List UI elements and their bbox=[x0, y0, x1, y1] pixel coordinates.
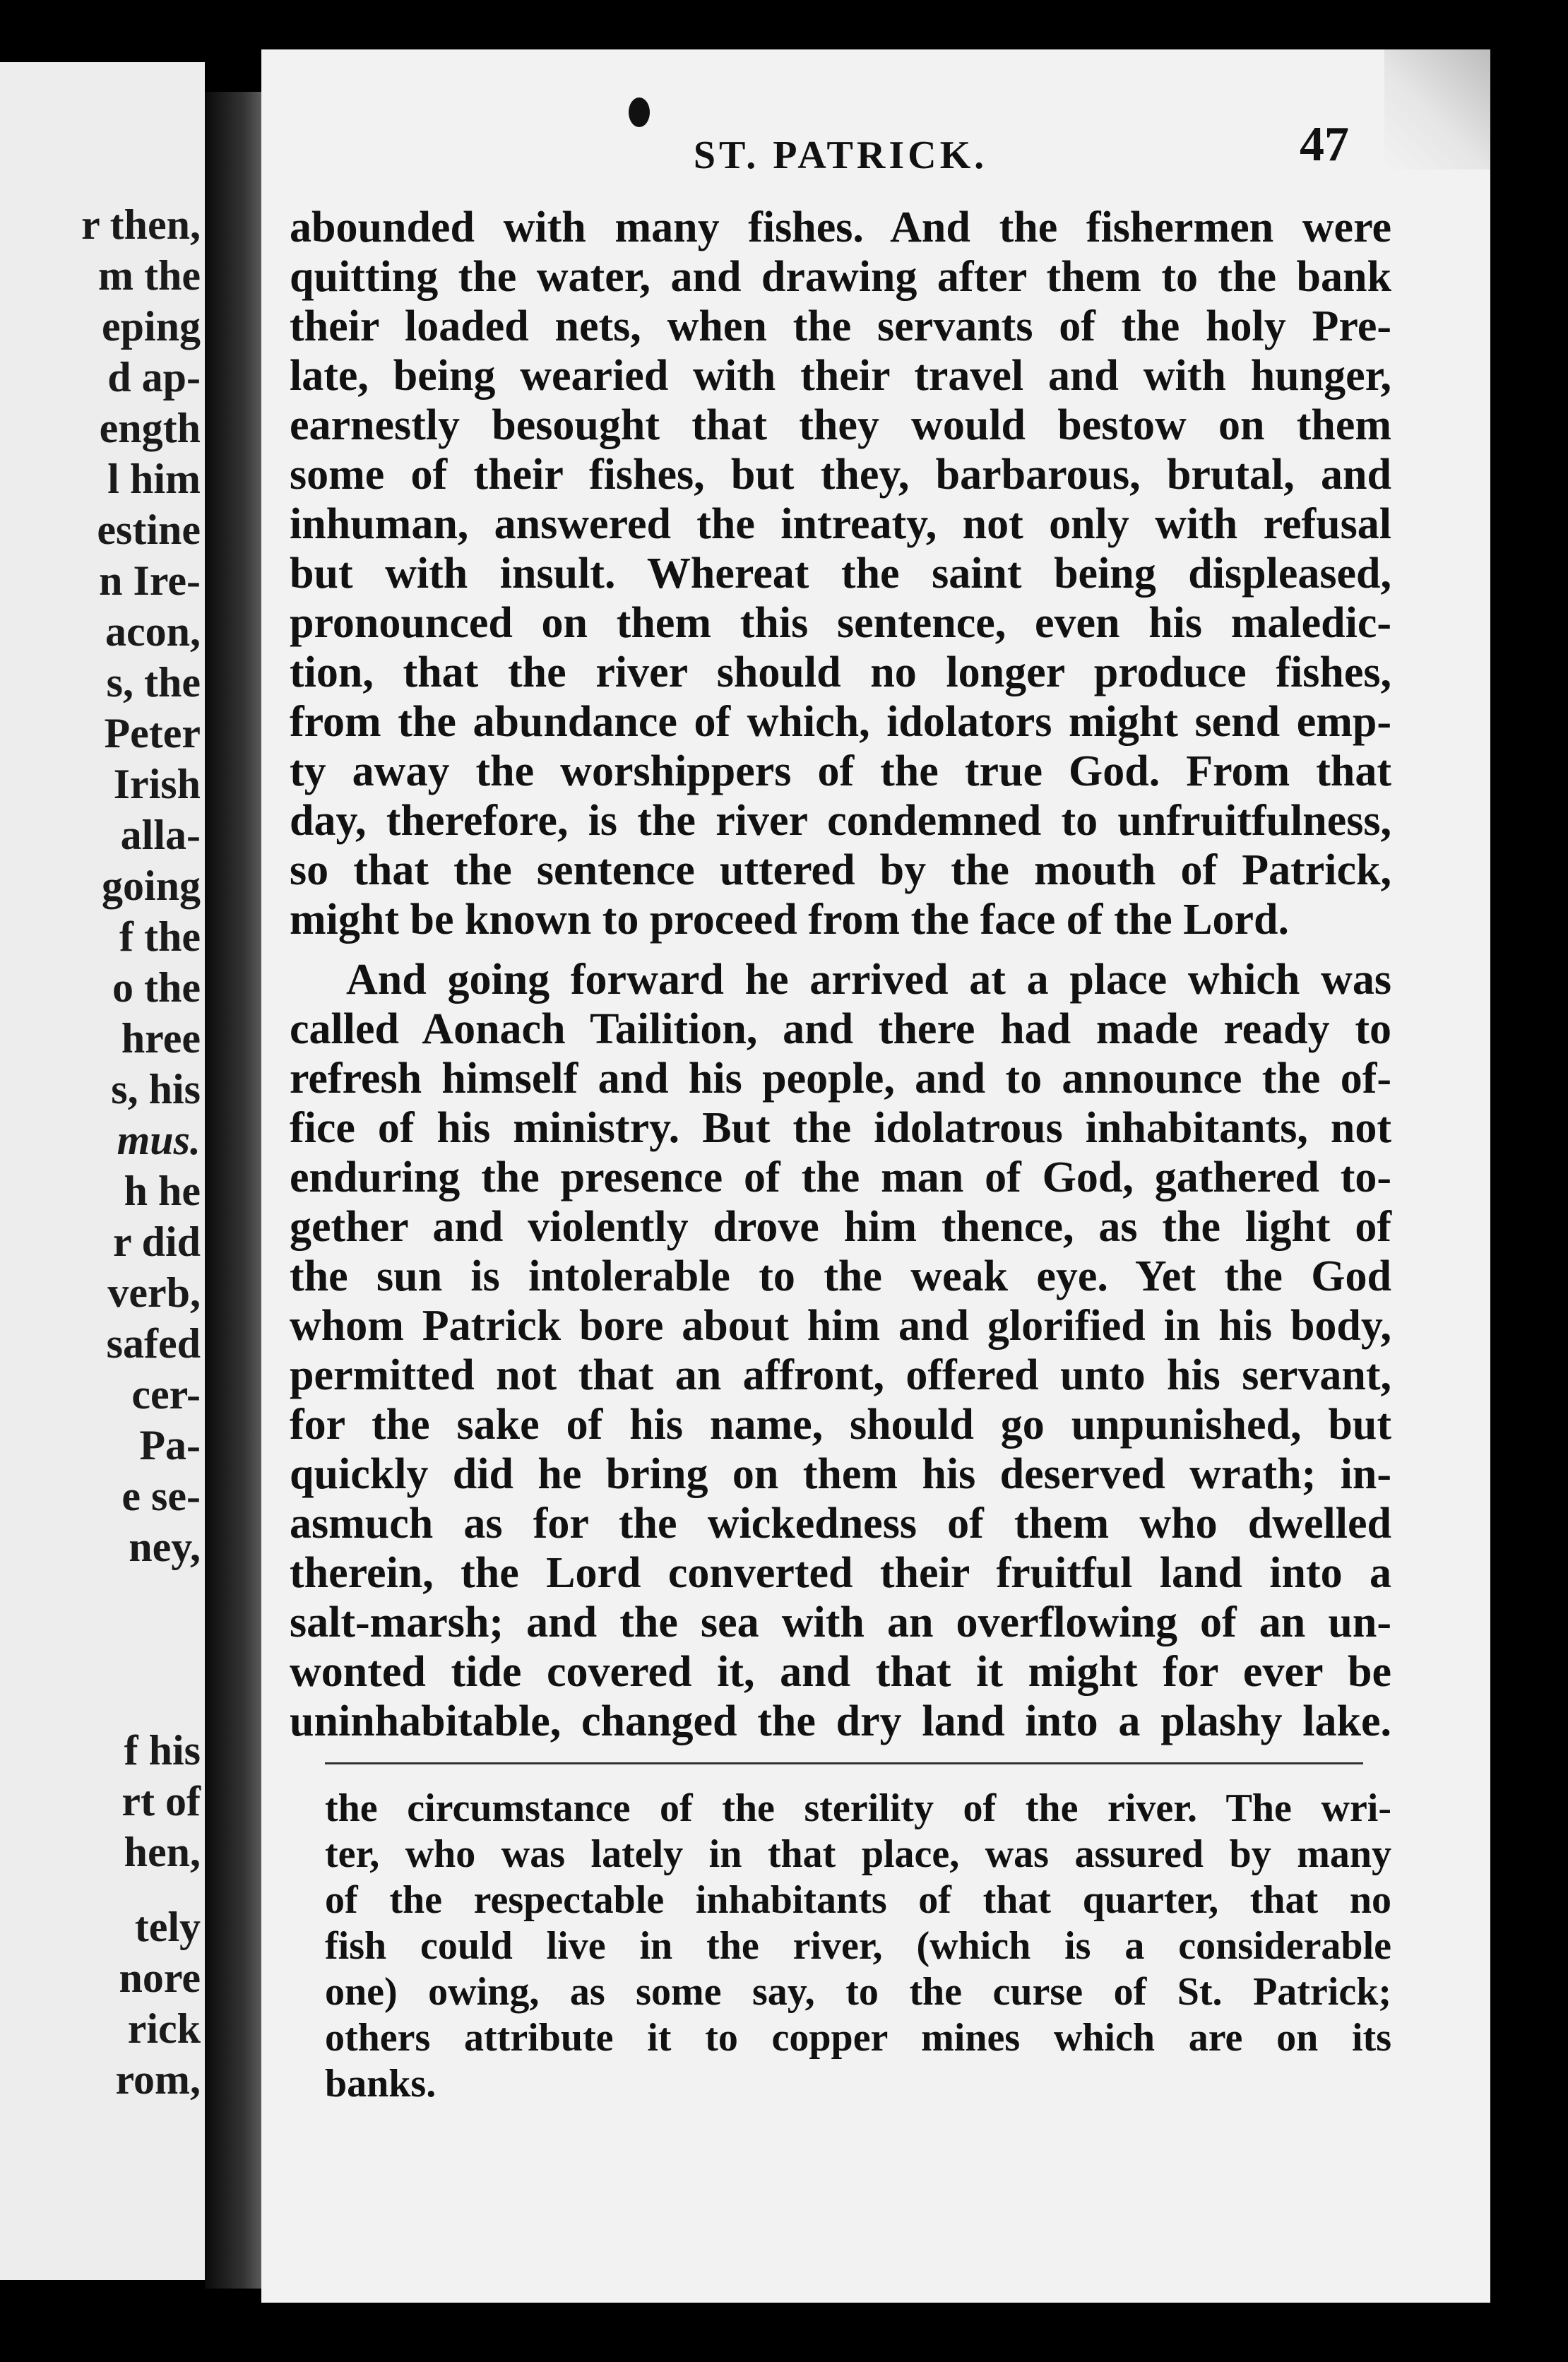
text-line: gether and violently drove him thence, as the light of bbox=[290, 1203, 1391, 1251]
left-line-fragment: r did bbox=[113, 1218, 201, 1265]
running-head: ST. PATRICK. bbox=[693, 133, 988, 177]
text-line: uninhabitable, changed the dry land into a plashy lake. bbox=[290, 1697, 1391, 1745]
left-line-fragment: going bbox=[101, 862, 201, 909]
text-line: day, therefore, is the river condemned to unfruitfulness, bbox=[290, 797, 1391, 845]
text-line: permitted not that an affront, offered unto his servant, bbox=[290, 1351, 1391, 1399]
previous-page-fragment bbox=[0, 62, 205, 2280]
text-line: refresh himself and his people, and to announce the of- bbox=[290, 1055, 1391, 1103]
left-line-fragment: ength bbox=[99, 405, 201, 451]
text-line: whom Patrick bore about him and glorified in his body, bbox=[290, 1302, 1391, 1350]
left-line-fragment: ney, bbox=[129, 1524, 201, 1570]
text-line: earnestly besought that they would bestow on them bbox=[290, 401, 1391, 449]
text-line: their loaded nets, when the servants of the holy Pre- bbox=[290, 302, 1391, 350]
text-line: quitting the water, and drawing after them to the bank bbox=[290, 253, 1391, 301]
left-line-fragment: nore bbox=[119, 1954, 201, 2001]
left-line-fragment: e se- bbox=[121, 1473, 201, 1519]
text-line: might be known to proceed from the face of the Lord. bbox=[290, 896, 1289, 944]
left-line-fragment: l him bbox=[107, 456, 201, 502]
left-line-fragment: eping bbox=[101, 303, 201, 350]
text-line: late, being wearied with their travel and with hunger, bbox=[290, 352, 1391, 400]
left-line-fragment: o the bbox=[112, 964, 201, 1011]
left-line-fragment: Peter bbox=[104, 710, 201, 756]
text-line: called Aonach Tailition, and there had made ready to bbox=[290, 1005, 1391, 1053]
text-line: pronounced on them this sentence, even his maledic- bbox=[290, 599, 1391, 647]
footnote-line: others attribute it to copper mines which are on its bbox=[325, 2016, 1391, 2060]
left-line-fragment: rick bbox=[127, 2005, 201, 2052]
text-line: for the sake of his name, should go unpunished, but bbox=[290, 1401, 1391, 1449]
text-line: enduring the presence of the man of God, gathered to- bbox=[290, 1153, 1391, 1201]
text-line: inhuman, answered the intreaty, not only with refusal bbox=[290, 500, 1391, 548]
book-gutter-shadow bbox=[205, 92, 268, 2289]
left-line-fragment: f the bbox=[119, 913, 201, 960]
text-line: asmuch as for the wickedness of them who dwelled bbox=[290, 1500, 1391, 1548]
text-line: abounded with many fishes. And the fishermen were bbox=[290, 203, 1391, 251]
text-line: so that the sentence uttered by the mouth of Patrick, bbox=[290, 846, 1391, 894]
text-line: from the abundance of which, idolators might send emp- bbox=[290, 698, 1391, 746]
left-line-fragment: rom, bbox=[115, 2056, 201, 2103]
left-line-fragment: rt of bbox=[121, 1778, 201, 1824]
left-line-fragment: verb, bbox=[107, 1269, 201, 1316]
text-line: quickly did he bring on them his deserved wrath; in- bbox=[290, 1450, 1391, 1498]
left-line-fragment: m the bbox=[98, 252, 201, 299]
left-line-fragment: acon, bbox=[105, 608, 201, 655]
left-line-fragment: tely bbox=[134, 1904, 201, 1950]
page-number: 47 bbox=[1300, 117, 1349, 172]
text-line: ty away the worshippers of the true God. From that bbox=[290, 747, 1391, 795]
left-line-fragment: s, his bbox=[111, 1066, 201, 1112]
left-line-fragment: n Ire- bbox=[99, 557, 201, 604]
left-line-fragment: hree bbox=[121, 1015, 201, 1062]
text-line: salt-marsh; and the sea with an overflowing of an un- bbox=[290, 1598, 1391, 1646]
left-line-fragment: mus. bbox=[117, 1117, 201, 1163]
footnote-line: banks. bbox=[325, 2062, 436, 2106]
footnote-line: fish could live in the river, (which is a considerable bbox=[325, 1924, 1391, 1968]
left-line-fragment: Pa- bbox=[139, 1422, 201, 1468]
text-line: wonted tide covered it, and that it might for ever be bbox=[290, 1648, 1391, 1696]
left-line-fragment: d ap- bbox=[107, 354, 201, 400]
footnote-line: one) owing, as some say, to the curse of St. Patrick; bbox=[325, 1970, 1391, 2014]
left-line-fragment: safed bbox=[106, 1320, 201, 1367]
left-line-fragment: estine bbox=[97, 506, 201, 553]
left-line-fragment: r then, bbox=[81, 201, 201, 248]
left-line-fragment: h he bbox=[124, 1168, 201, 1214]
text-line: fice of his ministry. But the idolatrous inhabitants, not bbox=[290, 1104, 1391, 1152]
text-line: but with insult. Whereat the saint being displeased, bbox=[290, 550, 1391, 598]
footnote-line: of the respectable inhabitants of that quarter, that no bbox=[325, 1878, 1391, 1922]
text-line: the sun is intolerable to the weak eye. Yet the God bbox=[290, 1252, 1391, 1300]
text-line: And going forward he arrived at a place which was bbox=[346, 956, 1391, 1004]
text-line: some of their fishes, but they, barbarous, brutal, and bbox=[290, 451, 1391, 499]
footnote-line: ter, who was lately in that place, was assured by many bbox=[325, 1832, 1391, 1876]
left-line-fragment: f his bbox=[124, 1727, 201, 1774]
left-line-fragment: Irish bbox=[113, 761, 201, 807]
left-line-fragment: s, the bbox=[106, 659, 201, 706]
left-line-fragment: hen, bbox=[124, 1829, 201, 1875]
book-page bbox=[261, 49, 1490, 2303]
footnote-rule bbox=[325, 1762, 1363, 1764]
left-line-fragment: cer- bbox=[131, 1371, 201, 1418]
left-line-fragment: alla- bbox=[120, 812, 201, 858]
footnote-line: the circumstance of the sterility of the river. The wri- bbox=[325, 1786, 1391, 1830]
text-line: therein, the Lord converted their fruitful land into a bbox=[290, 1549, 1391, 1597]
text-line: tion, that the river should no longer produce fishes, bbox=[290, 648, 1391, 696]
